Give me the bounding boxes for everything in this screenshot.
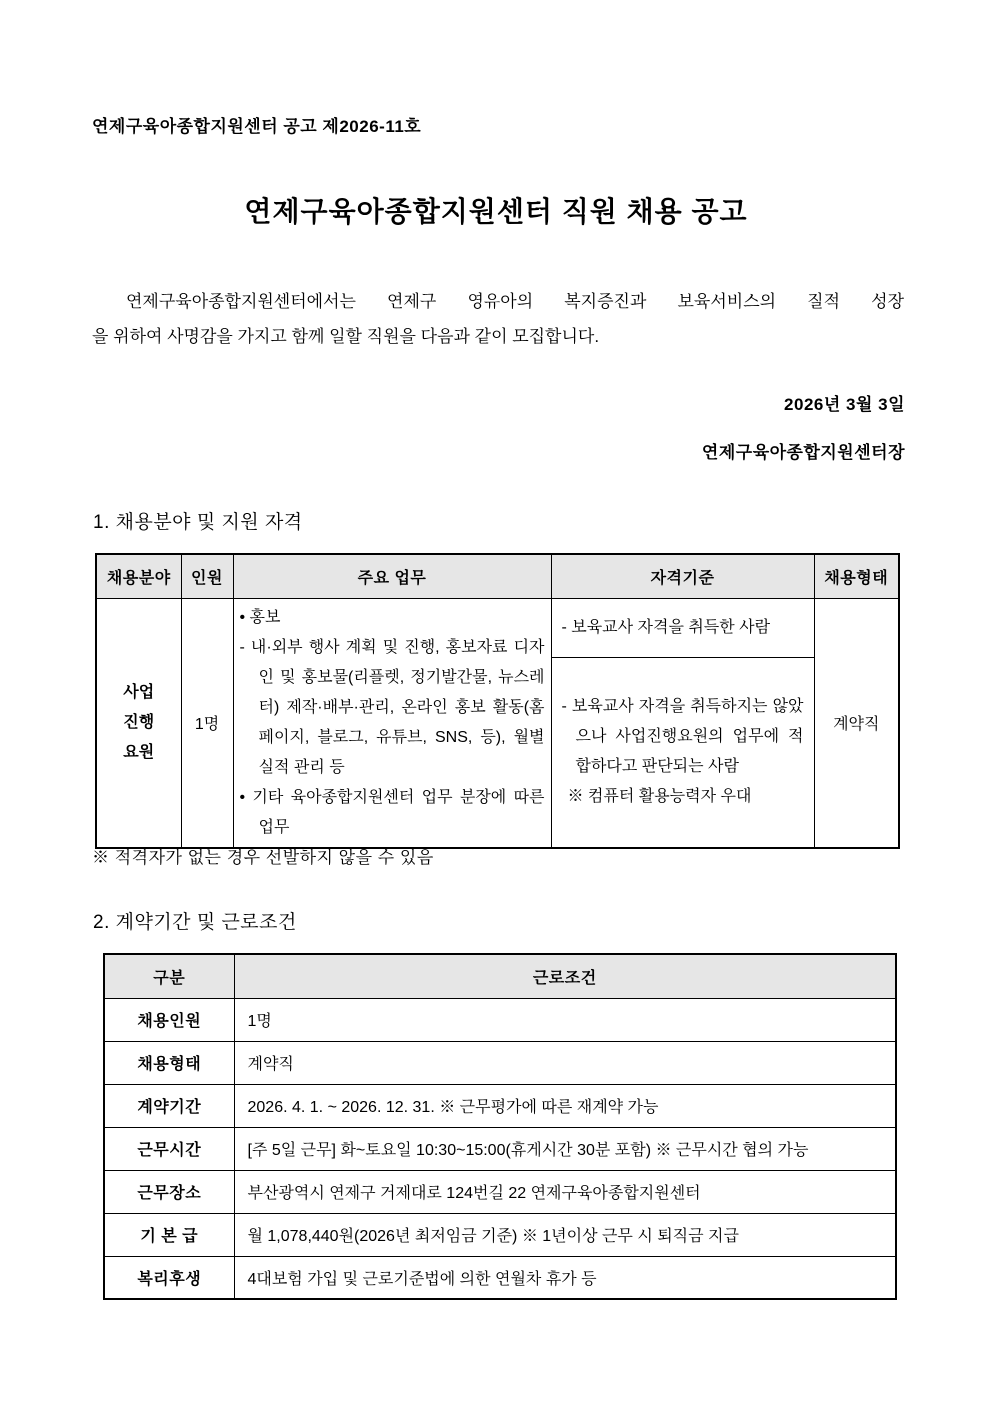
table-row	[104, 1213, 896, 1256]
table-row	[104, 1041, 896, 1084]
qualification-cell-secondary	[551, 657, 814, 847]
field-line: 사업	[123, 683, 155, 701]
recruitment-table-row	[96, 598, 899, 657]
intro-paragraph	[92, 284, 904, 354]
row-label: 채용인원	[104, 998, 234, 1041]
row-value: 1명	[234, 998, 896, 1041]
task-item: • 홍보	[239, 608, 281, 626]
qualification-item: - 보육교사 자격을 취득하지는 않았으나 사업진행요원의 업무에 적합하다고 판단되는 사람	[561, 698, 804, 776]
table-row	[104, 998, 896, 1041]
row-label: 근무장소	[104, 1170, 234, 1213]
task-item: • 기타 육아종합지원센터 업무 분장에 따른 업무	[239, 788, 545, 836]
conditions-table-header-row	[104, 954, 896, 998]
header-cell-count: 인원	[181, 554, 233, 598]
issue-date: 2026년 3월 3일	[784, 395, 905, 414]
count-cell: 1명	[181, 598, 233, 848]
selection-note: ※ 적격자가 없는 경우 선발하지 않을 수 있음	[92, 848, 434, 867]
header-cell-category: 구분	[104, 954, 234, 998]
row-label: 계약기간	[104, 1084, 234, 1127]
header-cell-tasks: 주요 업무	[233, 554, 551, 598]
field-cell	[96, 598, 181, 848]
qualification-cell-primary	[551, 598, 814, 657]
row-value: 계약직	[234, 1041, 896, 1084]
table-row	[104, 1256, 896, 1299]
tasks-cell	[233, 598, 551, 848]
header-cell-type: 채용형태	[814, 554, 899, 598]
row-value: 월 1,078,440원(2026년 최저임금 기준) ※ 1년이상 근무 시 퇴직금 지급	[234, 1213, 896, 1256]
row-value: 2026. 4. 1. ~ 2026. 12. 31. ※ 근무평가에 따른 재계약 가능	[234, 1084, 896, 1127]
row-label: 근무시간	[104, 1127, 234, 1170]
intro-line-1: 연제구육아종합지원센터에서는 연제구 영유아의 복지증진과 보육서비스의 질적 성장	[126, 292, 904, 311]
qualification-item: - 보육교사 자격을 취득한 사람	[561, 618, 771, 636]
recruitment-table	[95, 553, 900, 849]
page-title: 연제구육아종합지원센터 직원 채용 공고	[244, 196, 748, 227]
qualification-note: ※ 컴퓨터 활용능력자 우대	[567, 788, 752, 806]
recruitment-table-header-row	[96, 554, 899, 598]
issuer-name: 연제구육아종합지원센터장	[701, 443, 905, 462]
notice-number: 연제구육아종합지원센터 공고 제2026-11호	[92, 117, 422, 136]
task-item: - 내·외부 행사 계획 및 진행, 홍보자료 디자인 및 홍보물(리플렛, 정기발간물, 뉴스레터) 제작·배부·관리, 온라인 홍보 활동(홈페이지, 블로그, 유튜브, SNS, 등), 월별 실적 관리 등	[239, 638, 545, 776]
employment-type-cell: 계약직	[814, 598, 899, 848]
row-value: [주 5일 근무] 화~토요일 10:30~15:00(휴게시간 30분 포함) ※ 근무시간 협의 가능	[234, 1127, 896, 1170]
header-cell-qualification: 자격기준	[551, 554, 814, 598]
section-heading-recruitment: 1. 채용분야 및 지원 자격	[93, 512, 303, 533]
section-heading-conditions: 2. 계약기간 및 근로조건	[93, 912, 297, 933]
conditions-table	[103, 953, 897, 1300]
field-line: 요원	[123, 743, 155, 761]
header-cell-conditions: 근로조건	[234, 954, 896, 998]
row-value: 부산광역시 연제구 거제대로 124번길 22 연제구육아종합지원센터	[234, 1170, 896, 1213]
row-label: 복리후생	[104, 1256, 234, 1299]
field-line: 진행	[123, 713, 155, 731]
table-row	[104, 1084, 896, 1127]
header-cell-field: 채용분야	[96, 554, 181, 598]
row-label: 채용형태	[104, 1041, 234, 1084]
row-label: 기 본 급	[104, 1213, 234, 1256]
intro-line-2: 을 위하여 사명감을 가지고 함께 일할 직원을 다음과 같이 모집합니다.	[92, 327, 600, 346]
table-row	[104, 1170, 896, 1213]
table-row	[104, 1127, 896, 1170]
row-value: 4대보험 가입 및 근로기준법에 의한 연월차 휴가 등	[234, 1256, 896, 1299]
